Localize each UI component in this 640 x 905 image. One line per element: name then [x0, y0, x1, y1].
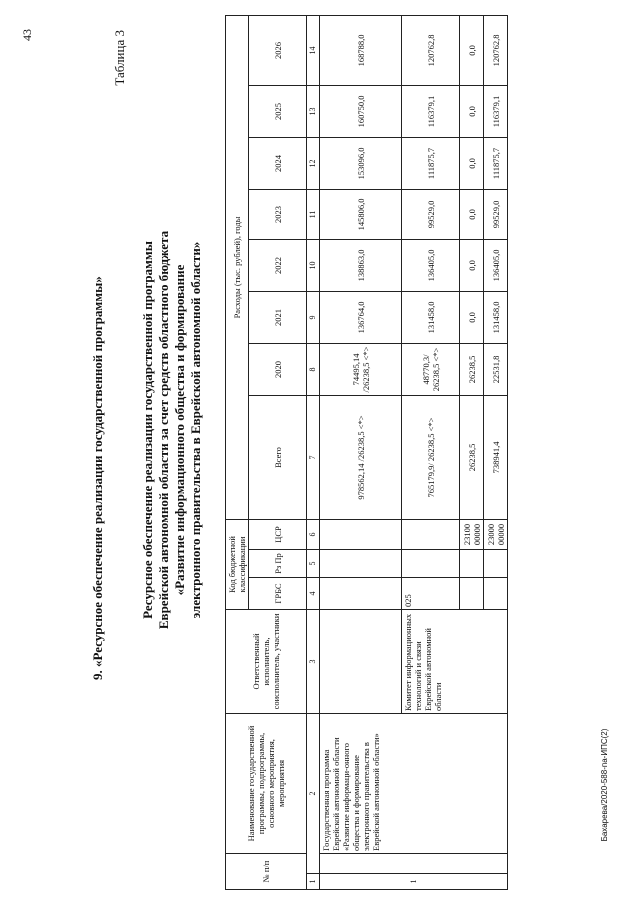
col-number: 5 — [307, 549, 320, 577]
cell-value: 131458,0 — [402, 291, 460, 343]
cell-value: 138863,0 — [320, 239, 402, 291]
header-budget-code: Код бюджетной классификации — [226, 519, 249, 609]
program-name: Государственная программа Еврейской автономной области «Развитие информаци-онного общества и формирование электронного правительства в Еврейской автономной области» — [320, 713, 508, 853]
cell-value: 111875,7 — [484, 137, 508, 189]
header-total: Всего — [249, 395, 307, 519]
cell-value: 153096,0 — [320, 137, 402, 189]
cell-value: 99529,0 — [484, 189, 508, 239]
cell-value: 136405,0 — [484, 239, 508, 291]
cell-value: 0,0 — [460, 239, 484, 291]
header-row-1 — [226, 15, 249, 889]
cell-value: 131458,0 — [484, 291, 508, 343]
col-number: 1 — [307, 874, 320, 890]
header-num: № п/п — [226, 853, 307, 889]
subtitle-line: Еврейской автономной области за счет средств областного бюджета — [156, 230, 171, 630]
table-row-program-total — [320, 15, 402, 889]
resource-table — [225, 15, 508, 890]
header-year: 2020 — [249, 343, 307, 395]
header-year: 2022 — [249, 239, 307, 291]
cell-value: 22531,8 — [484, 343, 508, 395]
footer-document-code: Бахарева/2020-588-па-ИПС(2) — [600, 728, 609, 842]
subtitle-line: «Развитие информационного общества и формирование — [172, 264, 187, 596]
column-number-row — [307, 15, 320, 889]
cell-value: 26238,5 — [460, 343, 484, 395]
subtitle-line: электронного правительства в Еврейской автономной области» — [188, 241, 203, 619]
cell-total: 26238,5 — [460, 395, 484, 519]
col-number: 12 — [307, 137, 320, 189]
cell-value: 0,0 — [460, 15, 484, 85]
header-year: 2023 — [249, 189, 307, 239]
cell-csr: 23100 00000 — [460, 519, 484, 549]
col-number: 8 — [307, 343, 320, 395]
row-number: 1 — [320, 874, 508, 890]
header-year: 2024 — [249, 137, 307, 189]
cell-total: 978562,14 /26238,5 <*> — [320, 395, 402, 519]
cell-value: 111875,7 — [402, 137, 460, 189]
col-number: 10 — [307, 239, 320, 291]
col-number: 6 — [307, 519, 320, 549]
header-expenses: Расходы (тыс. рублей), годы — [226, 15, 249, 519]
cell-value: 160750,0 — [320, 85, 402, 137]
header-responsible: Ответственный исполнитель, соисполнитель, участники — [226, 609, 307, 713]
col-number: 13 — [307, 85, 320, 137]
cell-value: 116379,1 — [484, 85, 508, 137]
col-number: 9 — [307, 291, 320, 343]
header-year: 2025 — [249, 85, 307, 137]
table-label: Таблица 3 — [112, 30, 127, 86]
cell-value: 145806,0 — [320, 189, 402, 239]
cell-value: 136405,0 — [402, 239, 460, 291]
cell-value: 0,0 — [460, 137, 484, 189]
header-csr: ЦСР — [249, 519, 307, 549]
section-title: 9. «Ресурсное обеспечение реализации государственной программы» — [90, 276, 105, 680]
header-rzpr: Рз Пр — [249, 549, 307, 577]
cell-value: 0,0 — [460, 291, 484, 343]
col-number: 3 — [307, 609, 320, 713]
col-number: 7 — [307, 395, 320, 519]
cell-value: 48770,3/ 26238,5 <*> — [402, 343, 460, 395]
header-year: 2026 — [249, 15, 307, 85]
subtitle-line: Ресурсное обеспечение реализации государственной программы — [140, 241, 155, 619]
header-year: 2021 — [249, 291, 307, 343]
col-number: 11 — [307, 189, 320, 239]
cell-value: 0,0 — [460, 189, 484, 239]
cell-value: 0,0 — [460, 85, 484, 137]
header-grbs: ГРБС — [249, 577, 307, 609]
col-number: 2 — [307, 713, 320, 873]
cell-value: 168788,0 — [320, 15, 402, 85]
col-number: 14 — [307, 15, 320, 85]
cell-total: 738941,4 — [484, 395, 508, 519]
cell-value: 120762,8 — [484, 15, 508, 85]
header-name: Наименование государственной программы, подпрограммы, основного мероприятия, мероприятия — [226, 713, 307, 853]
cell-grbs: 025 — [402, 577, 460, 609]
cell-value: 74495,14 /26238,5 <*> — [320, 343, 402, 395]
table-subtitle — [140, 180, 204, 680]
cell-value: 99529,0 — [402, 189, 460, 239]
cell-total: 765179,9/ 26238,5 <*> — [402, 395, 460, 519]
cell-csr: 23000 00000 — [484, 519, 508, 549]
cell-value: 120762,8 — [402, 15, 460, 85]
cell-value: 116379,1 — [402, 85, 460, 137]
page-number: 43 — [20, 29, 34, 41]
committee-name: Комитет информационных технологий и связи Еврейской автономной области — [402, 609, 508, 713]
col-number: 4 — [307, 577, 320, 609]
cell-value: 136764,0 — [320, 291, 402, 343]
